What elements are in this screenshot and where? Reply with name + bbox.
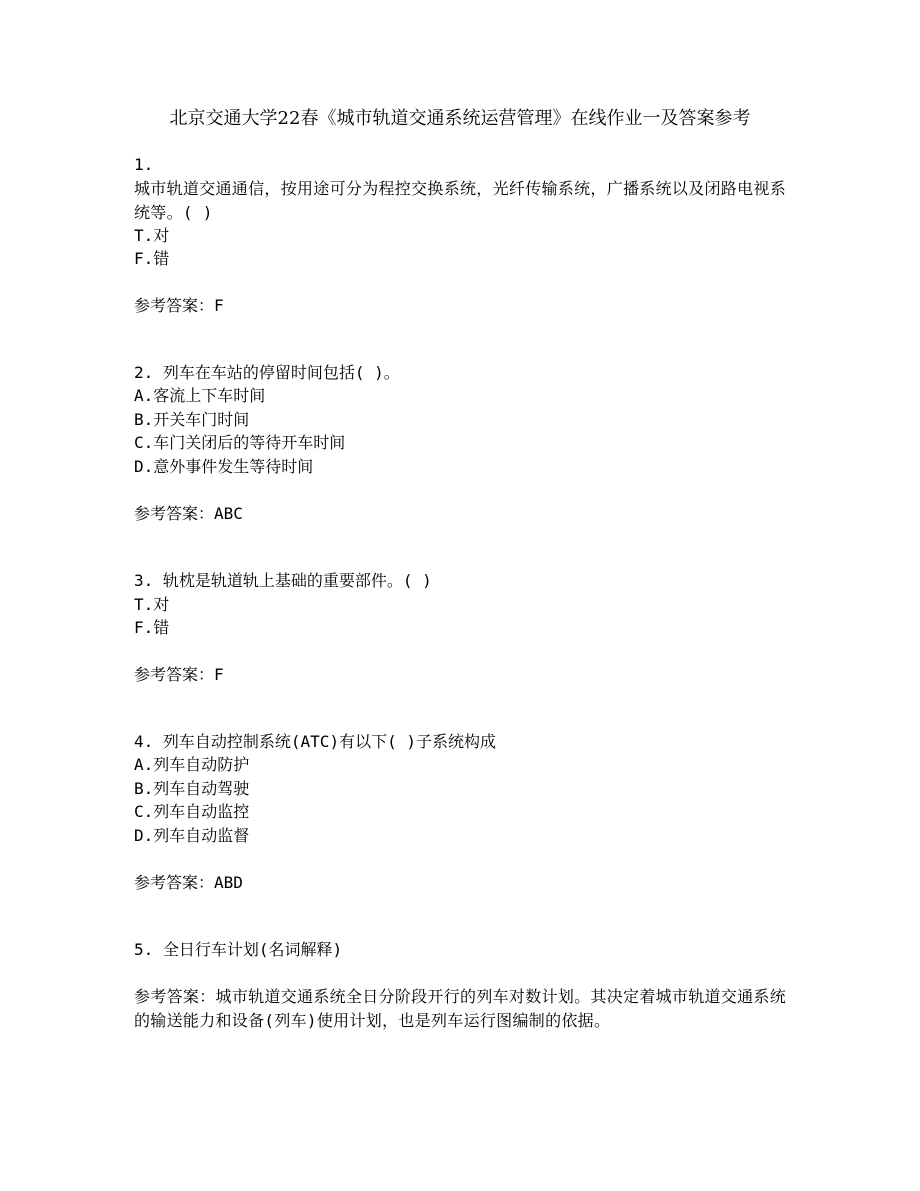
question-3-text: 轨枕是轨道轨上基础的重要部件。( )	[162, 571, 432, 590]
question-1-number: 1.	[134, 155, 154, 174]
question-1-answer	[134, 294, 794, 318]
question-2-option-b: B.开关车门时间	[134, 410, 250, 429]
question-1-option-t: T.对	[134, 226, 170, 245]
answer-label: 参考答案：	[134, 873, 215, 892]
answer-value: F	[214, 665, 224, 684]
question-2-line	[134, 361, 794, 385]
answer-value: ABC	[214, 504, 243, 523]
answer-label: 参考答案：	[134, 665, 215, 684]
answer-label: 参考答案：	[134, 504, 215, 523]
question-4-option-c: C.列车自动监控	[134, 802, 250, 821]
question-3-line	[134, 569, 794, 593]
question-2-text: 列车在车站的停留时间包括( )。	[162, 363, 400, 382]
question-4-text: 列车自动控制系统(ATC)有以下( )子系统构成	[162, 732, 496, 751]
question-4-number: 4.	[134, 732, 154, 751]
answer-value: ABD	[214, 873, 243, 892]
answer-label: 参考答案：	[134, 987, 216, 1006]
question-3-answer	[134, 663, 794, 687]
question-3-number: 3.	[134, 571, 154, 590]
document-title: 北京交通大学22春《城市轨道交通系统运营管理》在线作业一及答案参考	[169, 108, 751, 129]
answer-label: 参考答案：	[134, 296, 215, 315]
question-3-option-t: T.对	[134, 595, 170, 614]
question-4-option-b: B.列车自动驾驶	[134, 779, 250, 798]
question-2-option-a: A.客流上下车时间	[134, 386, 266, 405]
question-4-option-d: D.列车自动监督	[134, 826, 250, 845]
question-1-text: 城市轨道交通通信，按用途可分为程控交换系统，光纤传输系统，广播系统以及闭路电视系统等。( )	[134, 179, 787, 222]
question-5-line	[134, 938, 794, 962]
question-2-option-c: C.车门关闭后的等待开车时间	[134, 433, 346, 452]
question-1-option-f: F.错	[134, 249, 170, 268]
question-5-answer	[134, 985, 794, 1032]
question-5-text: 全日行车计划(名词解释)	[162, 940, 343, 959]
question-2-option-d: D.意外事件发生等待时间	[134, 457, 314, 476]
question-4-option-a: A.列车自动防护	[134, 755, 250, 774]
question-2-number: 2.	[134, 363, 154, 382]
question-4-line	[134, 730, 794, 754]
answer-value: F	[214, 296, 224, 315]
answer-value: 城市轨道交通系统全日分阶段开行的列车对数计划。其决定着城市轨道交通系统的输送能力和设备(列车)使用计划，也是列车运行图编制的依据。	[134, 987, 787, 1030]
question-2-answer	[134, 502, 794, 526]
question-5-number: 5.	[134, 940, 154, 959]
question-4-answer	[134, 871, 794, 895]
question-3-option-f: F.错	[134, 618, 170, 637]
